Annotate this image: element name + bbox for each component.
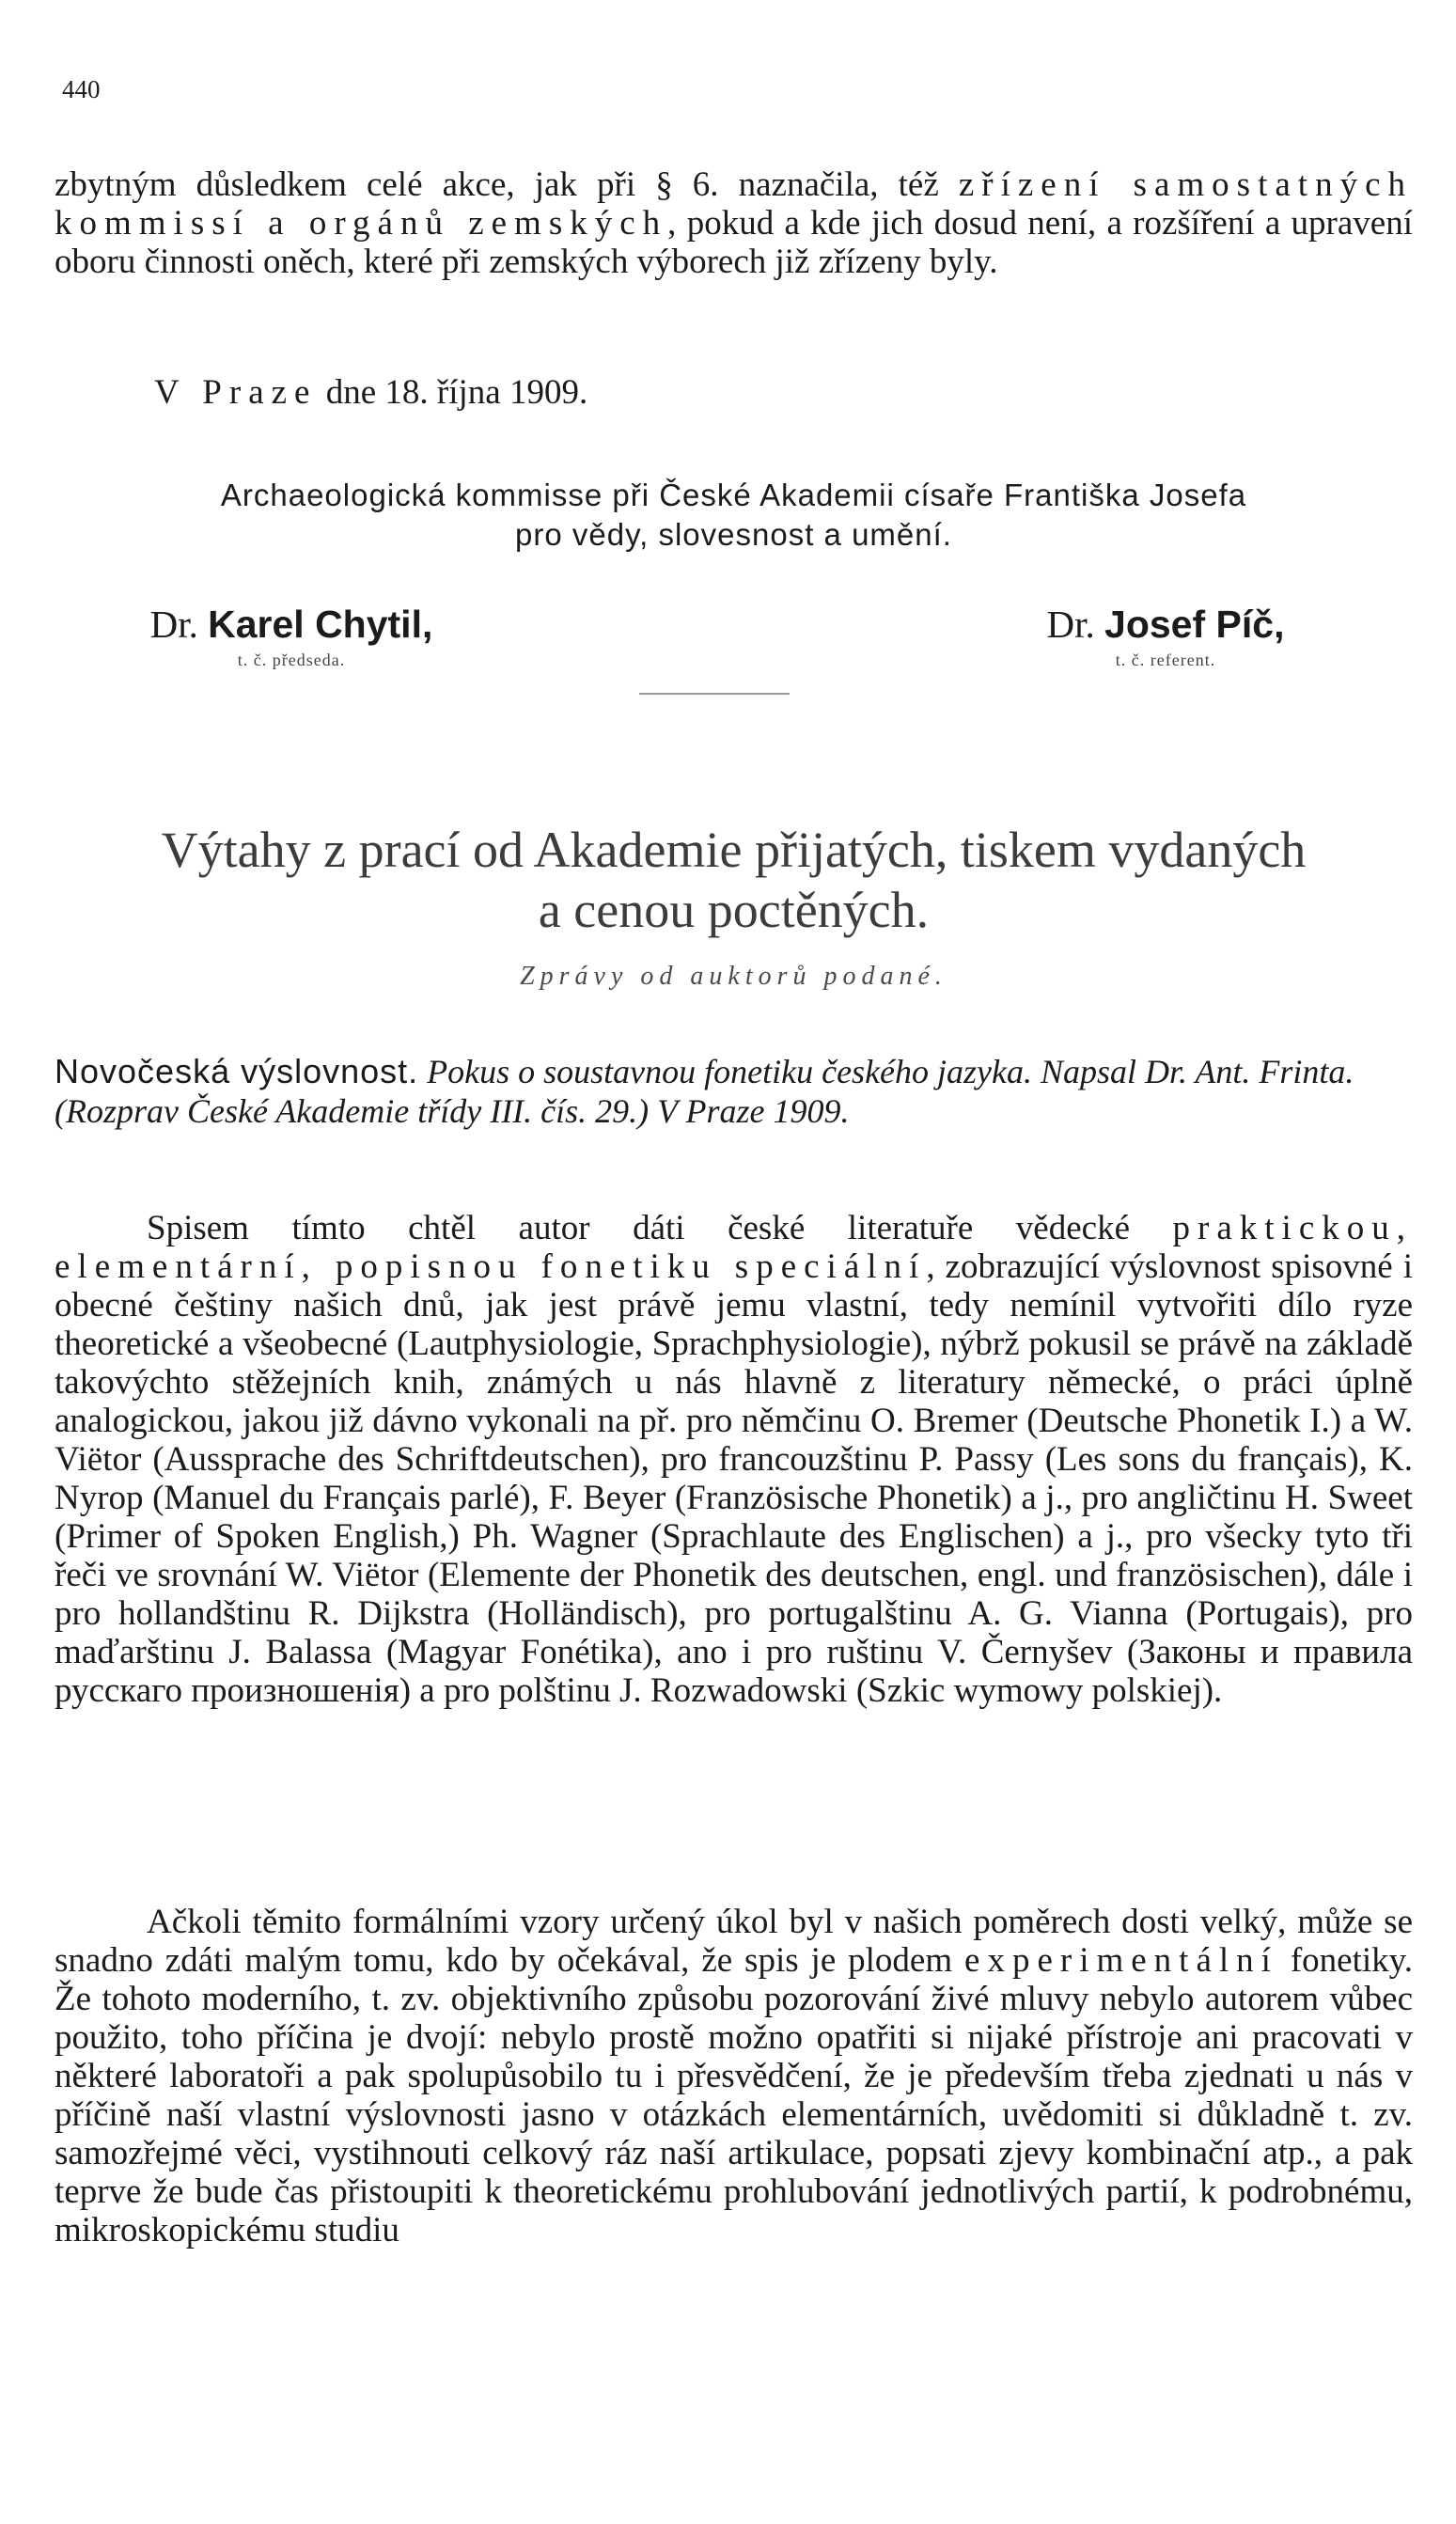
entry-subtitle: Pokus o soustavnou fonetiku českého jazyka.: [427, 1053, 1032, 1090]
signature-left-role: t. č. předseda.: [237, 651, 346, 669]
page-number: 440: [62, 75, 101, 103]
separator-rule: [639, 693, 790, 695]
entry-heading: Novočeská výslovnost.: [55, 1052, 419, 1090]
dateline: [154, 372, 587, 413]
signature-right-role: t. č. referent.: [1115, 651, 1216, 669]
intro-text-1: zbytným důsledkem celé akce, jak při § 6. naznačila, též: [55, 165, 959, 204]
section-title: [55, 820, 1413, 940]
body-p1-text-b: , zobrazující výslovnost spisovné i obecné češtiny našich dnů, jak jest právě jemu vlastní, tedy nemínil vytvořiti dílo ryze theoretické a všeobecné (Lautphysiologie, Sprachphysiologie), nýbrž pokusil se právě na základě takovýchto stěžejních knih, známých u nás hlavně z literatury německé, o práci úplně analogickou, jakou již dávno vykonali na př. pro němčinu O. Bremer (Deutsche Phonetik I.) a W. Viëtor (Aussprache des Schriftdeutschen), pro francouzštinu P. Passy (Les sons du français), K. Nyrop (Manuel du Français parlé), F. Beyer (Französische Phonetik) a j., pro angličtinu H. Sweet (Primer of Spoken English,) Ph. Wagner (Sprachlaute des Englischen) a j., pro všecky tyto tři řeči ve srovnání W. Viëtor (Elemente der Phonetik des deutschen, engl. und französischen), dále i pro hollandštinu R. Dijkstra (Holländisch), pro portugalštinu A. G. Vianna (Portugais), pro maďarštinu J. Balassa (Magyar Fonétika), ano i pro ruštinu V. Černyšev (Законы и правила русскаго произношенія) a pro polštinu J. Rozwadowski (Szkic wymowy polskiej).: [55, 1247, 1413, 1710]
entry-place-year: V Praze 1909.: [657, 1092, 850, 1130]
signature-right-title: Dr.: [1046, 603, 1095, 646]
body-p2-spaced: experimentální: [964, 1941, 1278, 1980]
intro-text-2: , pokud a kde jich dosud není, a rozšíření a upravení oboru činnosti oněch, které při zemských výborech již zřízeny byly.: [55, 204, 1413, 281]
section-title-line-1: Výtahy z prací od Akademie přijatých, tiskem vydaných: [161, 822, 1307, 878]
entry-author: Napsal Dr. Ant. Frinta.: [1041, 1053, 1354, 1090]
dateline-date: dne 18. října 1909.: [317, 373, 588, 412]
signature-left: [56, 602, 526, 670]
body-p2-text-a: Ačkoli těmito formálními vzory určený úkol byl v našich poměrech dosti velký, může se snadno zdáti malým tomu, kdo by očekával, že spis je plodem: [55, 1903, 1413, 1980]
organization-name: [55, 476, 1413, 555]
organization-line-2: pro vědy, slovesnost a umění.: [515, 517, 952, 552]
entry-header: [55, 1052, 1413, 1131]
intro-spaced-text: zřízení samostatných kommissí a orgánů zemských: [55, 165, 1413, 243]
document-page: [55, 0, 1413, 2524]
organization-line-1: Archaeologická kommisse při České Akademii císaře Františka Josefa: [220, 478, 1247, 512]
body-paragraph-1: [55, 1209, 1413, 1710]
body-paragraph-2: [55, 1903, 1413, 2250]
body-p2-text-b: fonetiky. Že tohoto moderního, t. zv. objektivního způsobu pozorování živé mluvy nebylo autorem vůbec použito, toho příčina je dvojí: nebylo prostě možno opatřiti si nijaké přístroje ani pracovati v některé laboratoři a pak spolupůsobilo tu i přesvědčení, že je především třeba zjednati u nás v příčině naší vlastní výslovnosti jasno v otázkách elementárních, uvědomiti si důkladně t. zv. samozřejmé věci, vystihnouti celkový ráz naší artikulace, popsati zjevy kombinační atp., a pak teprve že bude čas přistoupiti k theoretickému prohlubování jednotlivých partií, k podrobnému, mikroskopickému studiu: [55, 1941, 1414, 2250]
entry-series: (Rozprav České Akademie třídy III. čís. 29.): [55, 1092, 650, 1130]
dateline-place: V Praze: [154, 373, 318, 412]
section-subtitle: Zprávy od auktorů podané.: [520, 962, 947, 991]
body-p1-text-a: Spisem tímto chtěl autor dáti české literatuře vědecké: [147, 1209, 1173, 1247]
intro-paragraph: [55, 165, 1413, 281]
section-title-line-2: a cenou poctěných.: [538, 882, 930, 938]
body-p1-spaced: praktickou, elementární, popisnou fonetiku speciální: [55, 1209, 1413, 1286]
signature-right-name: Josef Píč,: [1104, 603, 1285, 646]
signature-right: [931, 602, 1401, 670]
signature-left-name: Karel Chytil,: [208, 603, 433, 646]
signature-left-title: Dr.: [149, 603, 198, 646]
